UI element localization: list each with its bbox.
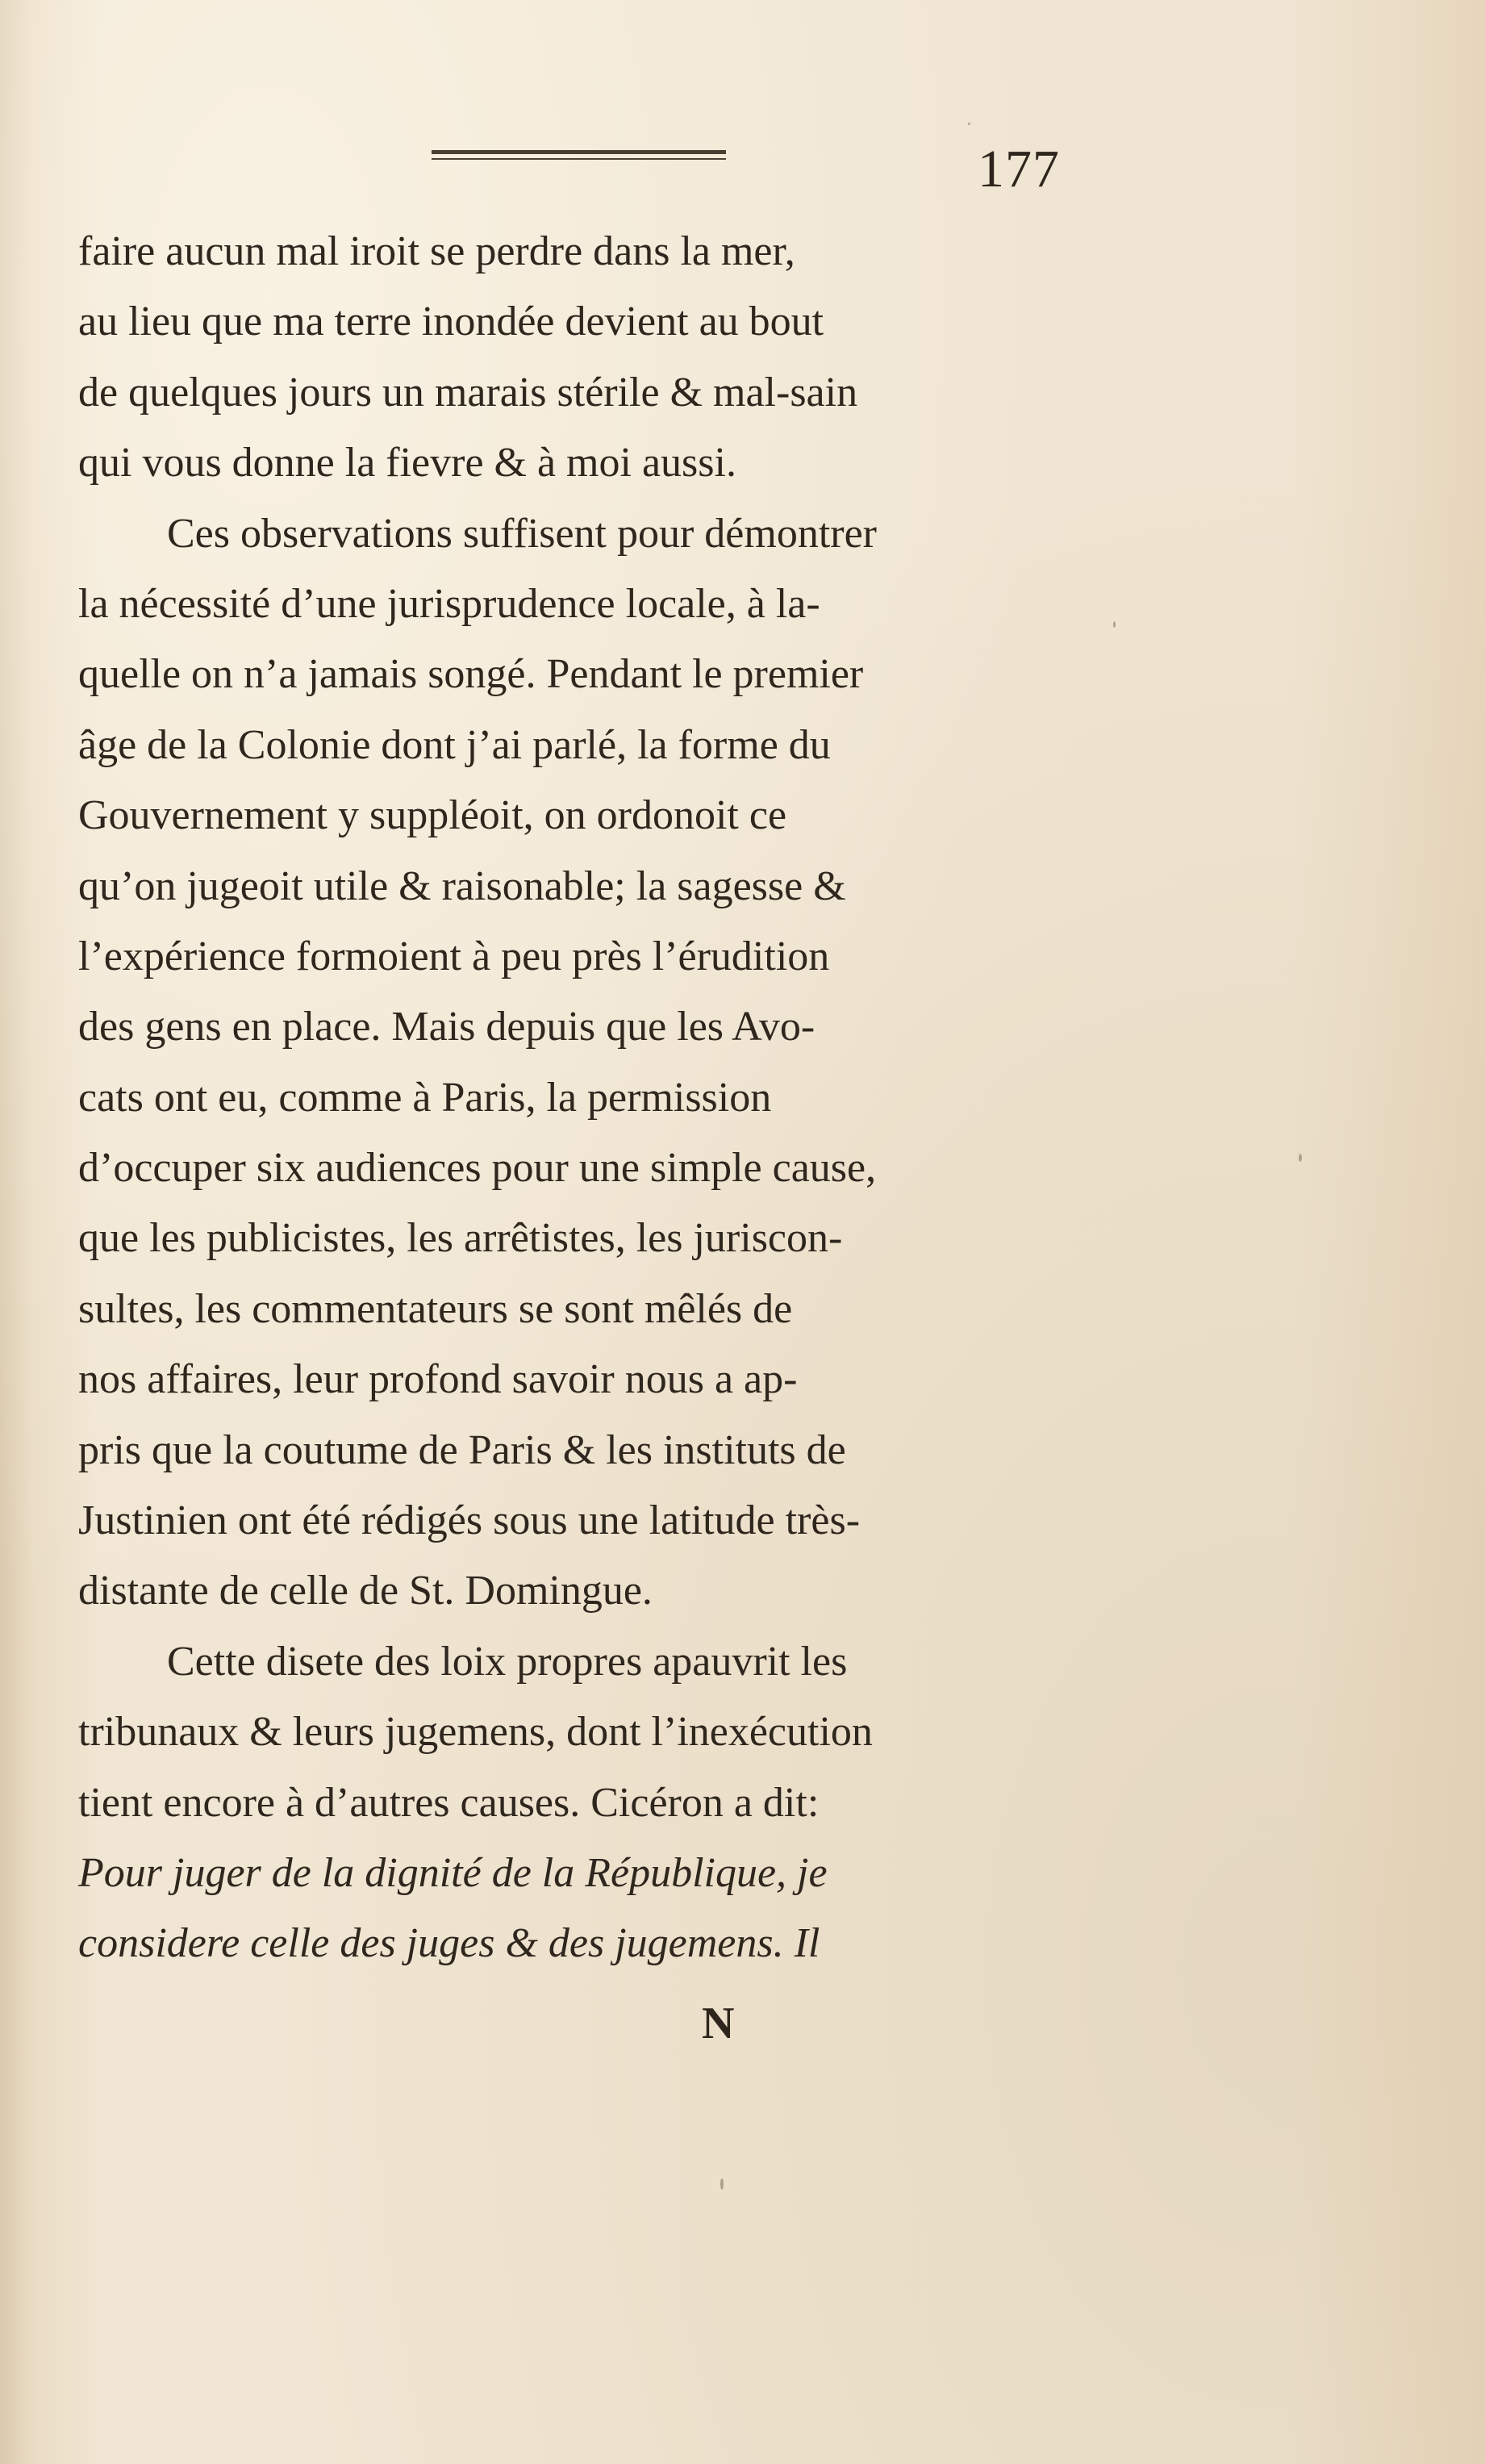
- text-line: âge de la Colonie dont j’ai parlé, la forme du: [78, 721, 831, 768]
- italic-quote-line: considere celle des juges & des jugemens. Il: [78, 1920, 820, 1967]
- text-line: d’occuper six audiences pour une simple cause,: [78, 1145, 877, 1192]
- paper-speck: [968, 123, 970, 125]
- text-line: qui vous donne la fievre & à moi aussi.: [78, 440, 736, 487]
- text-line: tribunaux & leurs jugemens, dont l’inexécution: [78, 1709, 873, 1756]
- text-line: de quelques jours un marais stérile & mal-sain: [78, 369, 858, 416]
- text-line: pris que la coutume de Paris & les instituts de: [78, 1426, 846, 1473]
- text-line: Gouvernement y suppléoit, on ordonoit ce: [78, 792, 787, 839]
- paragraph-start-line: Cette disete des loix propres apauvrit les: [167, 1638, 848, 1685]
- text-line: au lieu que ma terre inondée devient au bout: [78, 299, 824, 345]
- text-line: faire aucun mal iroit se perdre dans la mer,: [78, 228, 795, 274]
- body-text: [78, 216, 1062, 1979]
- text-line: la nécessité d’une jurisprudence locale, à la-: [78, 580, 820, 627]
- text-line: cats ont eu, comme à Paris, la permission: [78, 1074, 772, 1121]
- text-line: distante de celle de St. Domingue.: [78, 1568, 653, 1614]
- page-number: 177: [978, 140, 1060, 198]
- text-line: qu’on jugeoit utile & raisonable; la sagesse &: [78, 862, 846, 909]
- text-line: sultes, les commentateurs se sont mêlés de: [78, 1285, 793, 1332]
- paper-speck: [720, 2178, 724, 2190]
- italic-quote-line: Pour juger de la dignité de la République, je: [78, 1849, 828, 1896]
- paper-speck: [1299, 1154, 1302, 1162]
- text-line: que les publicistes, les arrêtistes, les juriscon-: [78, 1215, 843, 1262]
- header-rule: [432, 150, 726, 160]
- text-line: Justinien ont été rédigés sous une latitude très-: [78, 1497, 861, 1544]
- signature-mark: N: [702, 1998, 735, 2048]
- text-line: nos affaires, leur profond savoir nous a ap-: [78, 1356, 798, 1403]
- text-line: l’expérience formoient à peu près l’érudition: [78, 933, 830, 979]
- paragraph-start-line: Ces observations suffisent pour démontrer: [167, 510, 877, 557]
- text-line: des gens en place. Mais depuis que les Avo-: [78, 1004, 815, 1050]
- text-line: quelle on n’a jamais songé. Pendant le premier: [78, 651, 864, 698]
- paper-speck: [1113, 621, 1116, 628]
- text-line: tient encore à d’autres causes. Cicéron a dit:: [78, 1779, 820, 1826]
